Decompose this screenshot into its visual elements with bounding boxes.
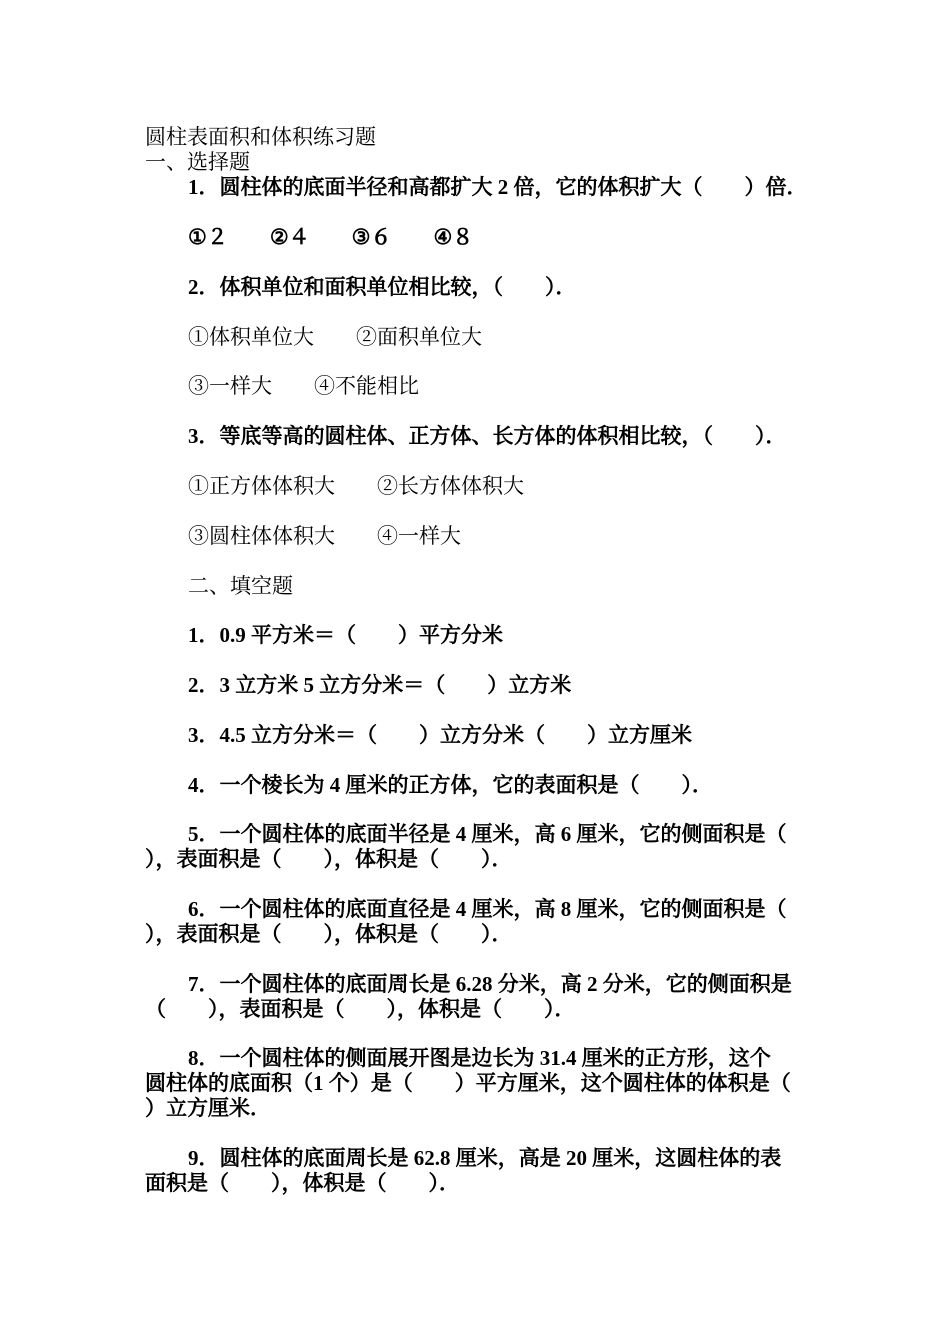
- fill-question-1: 1．0.9 平方米＝（ ）平方分米: [188, 623, 503, 647]
- page-title: 圆柱表面积和体积练习题: [145, 125, 376, 149]
- section-heading-fill: 二、填空题: [188, 574, 293, 598]
- fill-question-8-line1: 8．一个圆柱体的侧面展开图是边长为 31.4 厘米的正方形，这个: [188, 1046, 771, 1070]
- fill-question-8-line2: 圆柱体的底面积（1 个）是（ ）平方厘米，这个圆柱体的体积是（: [145, 1071, 791, 1095]
- fill-question-2: 2．3 立方米 5 立方分米＝（ ）立方米: [188, 673, 572, 697]
- fill-question-5-line2: ），表面积是（ ），体积是（ ）．: [145, 847, 513, 871]
- fill-question-8-line3: ）立方厘米．: [145, 1096, 271, 1120]
- fill-question-9-line1: 9．圆柱体的底面周长是 62.8 厘米，高是 20 厘米，这圆柱体的表: [188, 1146, 782, 1170]
- fill-question-4: 4．一个棱长为 4 厘米的正方体，它的表面积是（ ）．: [188, 773, 713, 797]
- fill-question-6-line1: 6．一个圆柱体的底面直径是 4 厘米，高 8 厘米，它的侧面积是（: [188, 897, 787, 921]
- choice-question-3: 3．等底等高的圆柱体、正方体、长方体的体积相比较，（ ）．: [188, 424, 787, 448]
- fill-question-7-line1: 7．一个圆柱体的底面周长是 6.28 分米，高 2 分米，它的侧面积是: [188, 972, 792, 996]
- choice-question-2: 2．体积单位和面积单位相比较，（ ）．: [188, 275, 577, 299]
- section-heading-choice: 一、选择题: [145, 150, 250, 174]
- choice-question-1-options: ①２ ②４ ③６ ④８: [188, 225, 474, 249]
- fill-question-5-line1: 5．一个圆柱体的底面半径是 4 厘米，高 6 厘米，它的侧面积是（: [188, 822, 787, 846]
- choice-question-3-options-a: ①正方体体积大 ②长方体体积大: [188, 474, 524, 498]
- fill-question-7-line2: （ ），表面积是（ ），体积是（ ）．: [145, 997, 576, 1021]
- choice-question-3-options-b: ③圆柱体体积大 ④一样大: [188, 524, 461, 548]
- choice-question-1: 1．圆柱体的底面半径和高都扩大 2 倍，它的体积扩大（ ）倍．: [188, 175, 808, 199]
- choice-question-2-options-b: ③一样大 ④不能相比: [188, 374, 419, 398]
- choice-question-2-options-a: ①体积单位大 ②面积单位大: [188, 325, 482, 349]
- fill-question-6-line2: ），表面积是（ ），体积是（ ）．: [145, 922, 513, 946]
- fill-question-9-line2: 面积是（ ），体积是（ ）．: [145, 1171, 460, 1195]
- fill-question-3: 3．4.5 立方分米＝（ ）立方分米（ ）立方厘米: [188, 723, 692, 747]
